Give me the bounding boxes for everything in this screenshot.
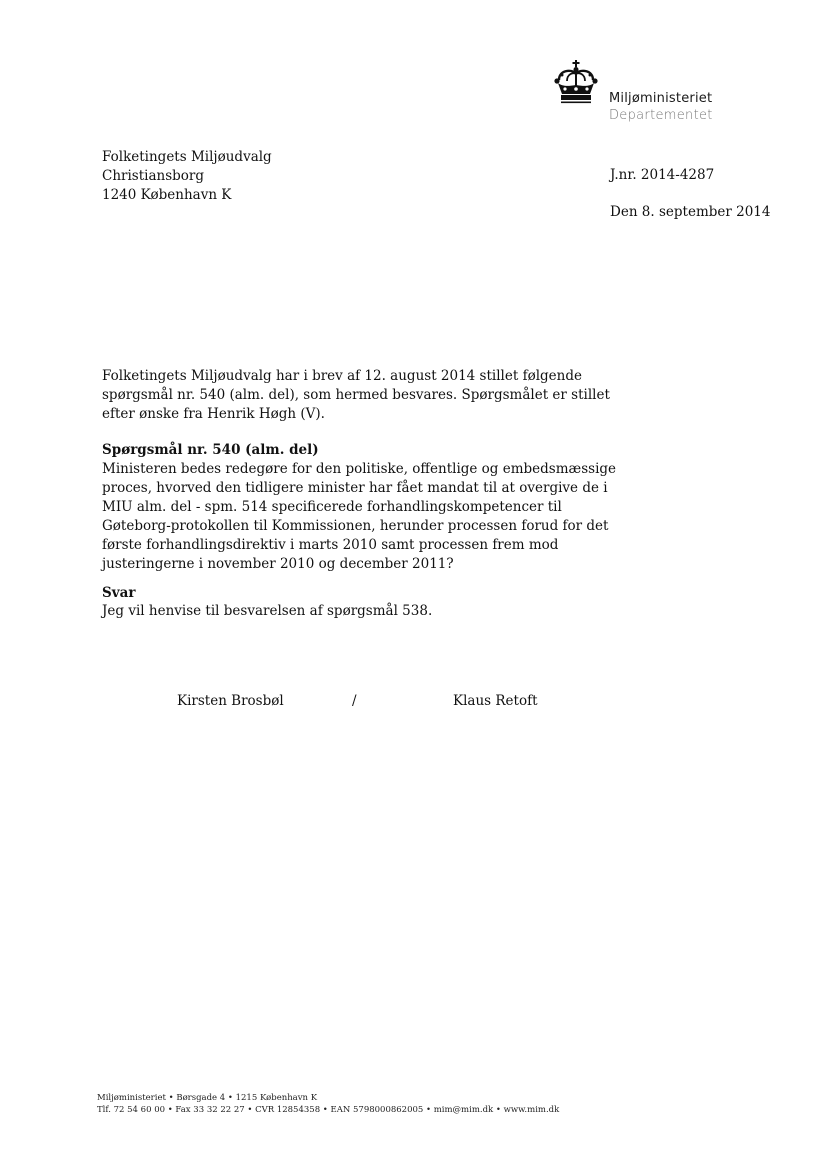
recipient-line: 1240 København K: [102, 187, 232, 203]
letter-date: Den 8. september 2014: [610, 204, 771, 220]
answer-heading: Svar: [102, 585, 136, 601]
journal-number: J.nr. 2014-4287: [610, 167, 715, 183]
answer-text: Jeg vil henvise til besvarelsen af spørgsmål 538.: [102, 603, 433, 619]
department-name: Departementet: [609, 108, 713, 123]
royal-crown-icon: [553, 60, 599, 106]
signature-separator: /: [352, 693, 357, 709]
recipient-line: Christiansborg: [102, 168, 205, 184]
footer-contact: Tlf. 72 54 60 00 • Fax 33 32 22 27 • CVR 12854358 • EAN 5798000862005 • mim@mim.dk • www.mim.dk: [97, 1105, 560, 1115]
recipient-address: [102, 148, 272, 205]
recipient-line: Folketingets Miljøudvalg: [102, 149, 272, 165]
question-heading: Spørgsmål nr. 540 (alm. del): [102, 442, 319, 458]
signature-first: Kirsten Brosbøl: [177, 693, 284, 709]
footer-address: Miljøministeriet • Børsgade 4 • 1215 København K: [97, 1093, 318, 1103]
signature-second: Klaus Retoft: [453, 693, 538, 709]
question-text: Ministeren bedes redegøre for den politiske, offentlige og embedsmæssige proces, hvorved den tidligere minister har fået mandat til at overgive de i MIU alm. del - spm. 514 specificerede forhandlingskompetencer til Gøteborg-protokollen til Kommissionen, herunder processen forud for det første forhandlingsdirektiv i marts 2010 samt processen frem mod justeringerne i november 2010 og december 2011?: [102, 461, 617, 572]
intro-paragraph: Folketingets Miljøudvalg har i brev af 12. august 2014 stillet følgende spørgsmål nr. 540 (alm. del), som hermed besvares. Spørgsmålet er stillet efter ønske fra Henrik Høgh (V).: [102, 368, 610, 422]
ministry-name: Miljøministeriet: [609, 91, 713, 106]
footer: [97, 1092, 559, 1116]
